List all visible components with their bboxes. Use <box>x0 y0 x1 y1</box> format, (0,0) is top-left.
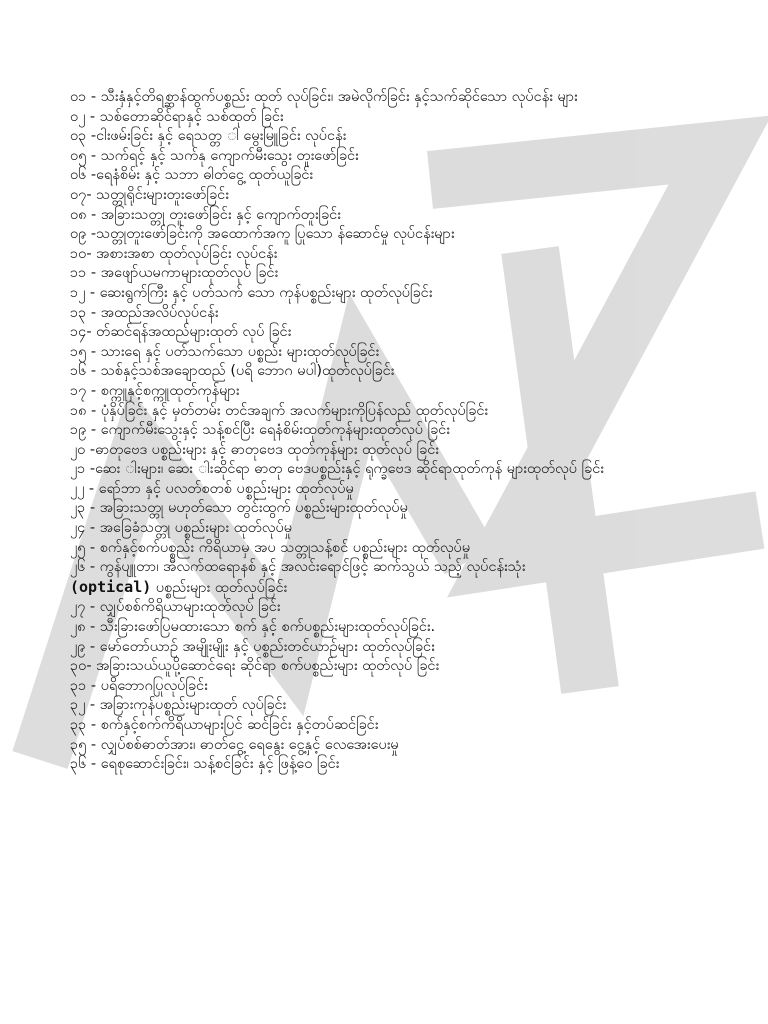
list-item: ၀၉ -သတ္တုတူးဖော်ခြင်းကို အထောက်အကူ ပြုသော န်ဆောင်မှု လုပ်ငန်းများ <box>70 226 455 243</box>
list-item-continuation <box>70 578 720 599</box>
list-item: ၃၀- အခြားသယ်ယူပို့ဆောင်ရေး ဆိုင်ရာ စက်ပစ္စည်းများ ထုတ်လုပ် ခြင်း <box>70 658 440 675</box>
list-item: ၃၅ - လျှပ်စစ်ဓာတ်အား၊ ဓာတ်ငွေ့ ရေနွေး ငွေ့နှင့် လေအေးပေးမှု <box>70 736 399 753</box>
list-item: ၂၈ - သီးခြားဖော်ပြမထားသော စက် နှင့် စက်ပစ္စည်းများထုတ်လုပ်ခြင်း. <box>70 619 436 636</box>
list-item: ၂၃ - အခြားသတ္တု မဟုတ်သော တွင်းထွက် ပစ္စည်းများထုတ်လုပ်မှု <box>70 500 408 517</box>
list-item: ၀၅ - သက်ရင့် နှင့် သက်နု ကျောက်မီးသွေး တူးဖော်ခြင်း <box>70 147 359 164</box>
list-item: ၀၃ -ငါးဖမ်းခြင်း နှင့် ရေသတ္တ ါ မွေးမြူခြင်း လုပ်ငန်း <box>70 128 347 145</box>
list-item: ၂၉ - မော်တော်ယာဉ် အမျိုးမျိုး နှင့် ပစ္စည်းတင်ယာဉ်များ ထုတ်လုပ်ခြင်း <box>70 638 435 655</box>
list-item: ၁၀- အစားအစာ ထုတ်လုပ်ခြင်း လုပ်ငန်း <box>70 245 278 262</box>
list-item: ၀၆ -ရေနံစိမ်း နှင့် သဘာ ဓါတ်ငွေ့ ထုတ်ယူခြင်း <box>70 167 314 184</box>
list-item: ၀၁ - သီးနှံနှင့်တိရစ္ဆာန်ထွက်ပစ္စည်း ထုတ် လုပ်ခြင်း၊ အမဲလိုက်ခြင်း နှင့်သက်ဆိုင်သော လုပ်ငန်း များ <box>70 89 578 105</box>
list-item: ၂၅ - စက်နှင့်စက်ပစ္စည်း ကိရိယာမှ အပ သတ္တုသန့်စင် ပစ္စည်းများ ထုတ်လုပ်မှု <box>70 539 471 556</box>
list-item: ၁၄- တ်ဆင်ရန်အထည်များထုတ် လုပ် ခြင်း <box>70 324 292 341</box>
list-item: ၁၅ - သားရေ နှင့် ပတ်သက်သော ပစ္စည်း များထုတ်လုပ်ခြင်း <box>70 343 380 360</box>
list-item: ၁၂ - ဆေးရွက်ကြီး နှင့် ပတ်သက် သော ကုန်ပစ္စည်းများ ထုတ်လုပ်ခြင်း <box>70 284 433 301</box>
list-item: ၀၂ - သစ်တောဆိုင်ရာနှင့် သစ်ထုတ် ခြင်း <box>70 108 284 125</box>
list-item: ၂၆ - ကွန်ပျူတာ၊ အီလက်ထရောနစ် နှင့် အလင်းရောင်ဖြင့် ဆက်သွယ် သည့် လုပ်ငန်းသုံး <box>70 559 526 576</box>
list-item: ၃၃ - စက်နှင့်စက်ကိရိယာများပြင် ဆင်ခြင်း နှင့်တပ်ဆင်ခြင်း <box>70 717 379 733</box>
list-item: ၁၆ - သစ်နှင့်သစ်အချောထည် (ပရိ ဘောဂ မပါ)ထုတ်လုပ်ခြင်း <box>70 363 395 380</box>
list-item: ၀၇- သတ္တုရိုင်းများတူးဖော်ခြင်း <box>70 186 229 203</box>
list-item: ၁၈ - ပုံနှိပ်ခြင်း နှင့် မှတ်တမ်း တင်အချက် အလက်များကိုပြန်လည် ထုတ်လုပ်ခြင်း <box>70 402 489 419</box>
list-item: ၁၃ - အထည်အလိပ်လုပ်ငန်း <box>70 304 219 321</box>
list-item: ၃၂ - အခြားကုန်ပစ္စည်းများထုတ် လုပ်ခြင်း <box>70 697 287 714</box>
list-item: ၂၄ - အခြေခံသတ္တု ပစ္စည်းများ ထုတ်လုပ်မှု <box>70 520 293 537</box>
document-body <box>70 88 720 775</box>
optical-rest-text: ပစ္စည်းများ ထုတ်လုပ်ခြင်း <box>151 579 288 596</box>
optical-term: (optical) <box>70 577 152 596</box>
list-item: ၂၁ -ဆေး ါးများ၊ ဆေး ါးဆိုင်ရာ ဓာတု ဗေဒပစ္စည်းနှင့် ရုက္ခဗေဒ ဆိုင်ရာထုတ်ကုန် များထုတ်လုပ် ခြင်း <box>70 461 604 478</box>
list-item: ၃၆ - ရေစုဆောင်းခြင်း၊ သန့်စင်ခြင်း နှင့် ဖြန့်ဝေ ခြင်း <box>70 756 340 773</box>
list-item: ၂၇ - လျှပ်စစ်ကိရိယာများထုတ်လုပ် ခြင်း <box>70 599 281 616</box>
list-item: ၁၇ - စက္ကူနှင့်စက္ကူထုတ်ကုန်များ <box>70 382 240 399</box>
list-item: ၂၂ - ရော်ဘာ နှင့် ပလတ်စတစ် ပစ္စည်းများ ထုတ်လုပ်မှု <box>70 480 354 497</box>
list-item: ၁၉ - ကျောက်မီးသွေးနှင့် သန့်စင်ပြီး ရေနံစိမ်းထုတ်ကုန်များထုတ်လုပ် ခြင်း <box>70 422 450 439</box>
list-item: ၂၀ -ဓာတုဗေဒ ပစ္စည်းများ နှင့် ဓာတုဗေဒ ထုတ်ကုန်များ ထုတ်လုပ် ခြင်း <box>70 441 439 458</box>
list-item: ၀၈ - အခြားသတ္တု တူးဖော်ခြင်း နှင့် ကျောက်တူးခြင်း <box>70 206 341 223</box>
list-item: ၁၁ - အဖျော်ယမကာများထုတ်လုပ် ခြင်း <box>70 265 279 282</box>
list-item: ၃၁ - ပရိဘောဂပြုလုပ်ခြင်း <box>70 677 208 694</box>
